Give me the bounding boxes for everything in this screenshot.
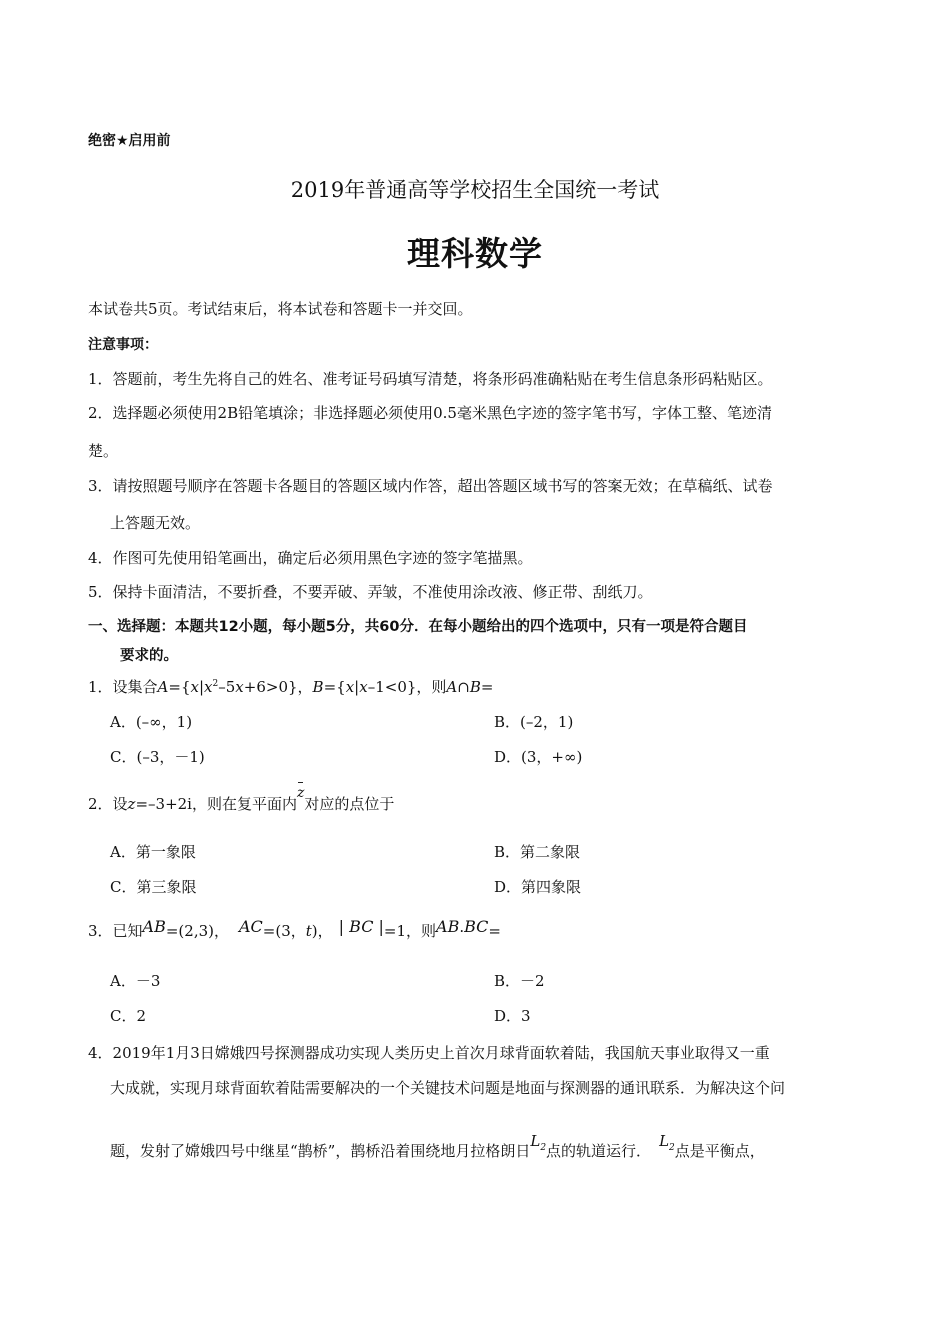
note-1: 1．答题前，考生先将自己的姓名、准考证号码填写清楚，将条形码准确粘贴在考生信息条形码粘贴区。 [88, 370, 773, 388]
q2-option-c: C．第三象限 [110, 878, 197, 896]
question-4-line-3: 题，发射了嫦娥四号中继星“鹊桥”，鹊桥沿着围绕地月拉格朗日$L_2$点的轨道运行．$L_2$点是平衡点， [110, 1132, 765, 1160]
abs-vector-bc: | BC | [338, 917, 384, 936]
l2-point-1: $L_2$ [530, 1132, 547, 1153]
vector-bc: BC [464, 917, 489, 936]
intro-text: 本试卷共5页。考试结束后，将本试卷和答题卡一并交回。 [88, 300, 473, 318]
q2-option-a: A．第一象限 [110, 843, 196, 861]
q1-option-a: A．(–∞，1) [110, 713, 193, 731]
vector-ab: AB [142, 917, 166, 936]
q3-option-d: D．3 [494, 1007, 531, 1025]
l2-point-2: $L_2$ [659, 1132, 675, 1153]
q1-option-c: C．(–3，－1) [110, 748, 205, 766]
question-3: 3．已知AB=(2,3)， AC=(3，t)， | BC |=1，则AB·BC= [88, 917, 501, 940]
question-2: 2．设z=–3+2i，则在复平面内 z对应的点位于 [88, 793, 394, 814]
exam-title: 2019年普通高等学校招生全国统一考试 [290, 178, 660, 202]
section-title: 一、选择题：本题共12小题，每小题5分，共60分．在每小题给出的四个选项中，只有一项是符合题目 [88, 619, 748, 635]
z-conjugate: z [297, 785, 304, 801]
vector-ac: AC [239, 917, 263, 936]
q3-option-c: C．2 [110, 1007, 147, 1025]
note-2: 2．选择题必须使用2B铅笔填涂；非选择题必须使用0.5毫米黑色字迹的签字笔书写，字体工整、笔迹清 [88, 404, 772, 422]
notice-title: 注意事项： [88, 337, 158, 353]
section-title-cont: 要求的。 [120, 648, 178, 664]
question-4-line-2: 大成就，实现月球背面软着陆需要解决的一个关键技术问题是地面与探测器的通讯联系．为解决这个问 [110, 1079, 786, 1097]
question-4-line-1: 4．2019年1月3日嫦娥四号探测器成功实现人类历史上首次月球背面软着陆，我国航天事业取得又一重 [88, 1044, 770, 1062]
question-1: 1．设集合$A=\{x|x^2-5x+6>0\}$，B={x|x–1<0}，则A∩B= [88, 678, 494, 696]
q3-option-b: B．－2 [494, 972, 545, 990]
q3-option-a: A．－3 [110, 972, 161, 990]
note-5: 5．保持卡面清洁，不要折叠，不要弄破、弄皱，不准使用涂改液、修正带、刮纸刀。 [88, 583, 653, 601]
note-4: 4．作图可先使用铅笔画出，确定后必须用黑色字迹的签字笔描黑。 [88, 549, 533, 567]
note-3: 3．请按照题号顺序在答题卡各题目的答题区域内作答，超出答题区域书写的答案无效；在草稿纸、试卷 [88, 477, 773, 495]
note-2-cont: 楚。 [88, 442, 119, 460]
secret-label: 绝密★启用前 [88, 133, 171, 149]
page-title: 理科数学 [407, 234, 543, 273]
q1-option-b: B．(–2，1) [494, 713, 574, 731]
q2-option-d: D．第四象限 [494, 878, 582, 896]
vector-ab-2: AB [436, 917, 460, 936]
note-3-cont: 上答题无效。 [110, 514, 201, 532]
q2-option-b: B．第二象限 [494, 843, 581, 861]
q1-option-d: D．(3，+∞) [494, 748, 583, 766]
